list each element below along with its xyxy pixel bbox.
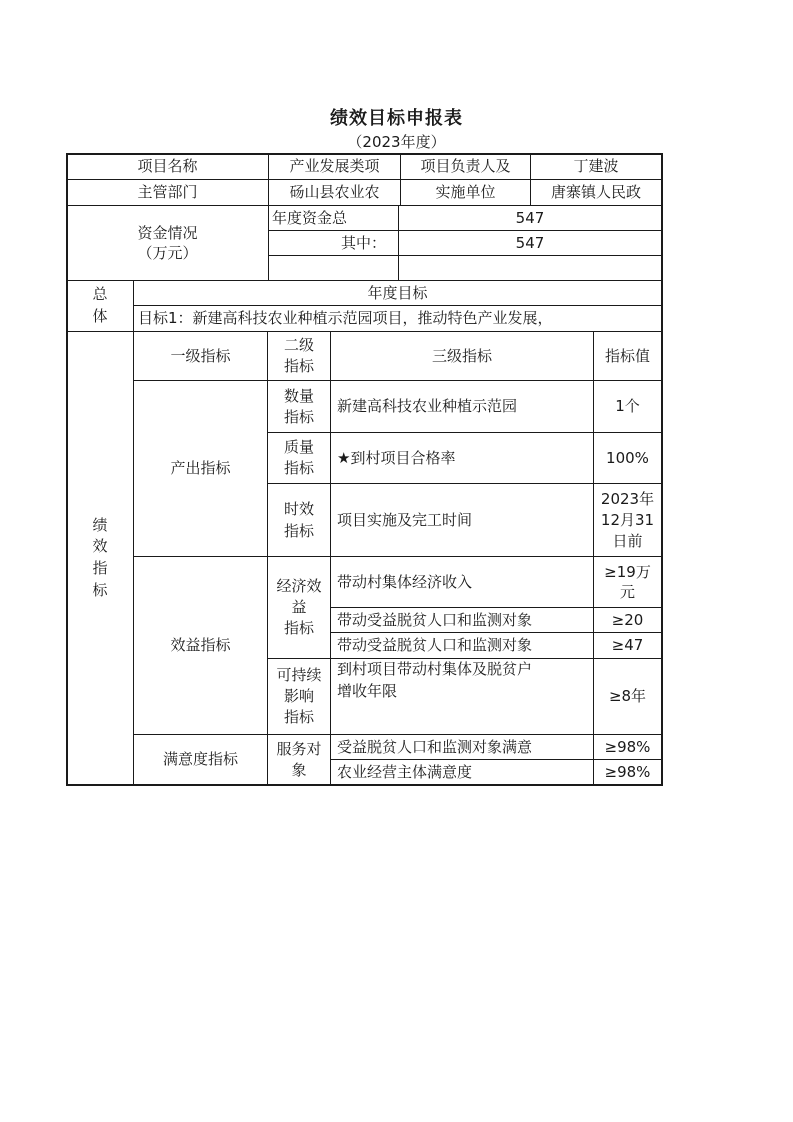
sustainable-label-line: 可持续 bbox=[276, 666, 322, 684]
dept-label: 主管部门 bbox=[137, 183, 198, 202]
col-header-level3: 三级指标 bbox=[431, 346, 492, 365]
economic-value-line: ≥19万 bbox=[604, 562, 651, 581]
goal-text: 目标1：新建高科技农业种植示范园项目，推动特色产业发展， bbox=[138, 309, 553, 328]
economic-row-value: ≥47 bbox=[611, 636, 644, 655]
indicators-section-label bbox=[67, 332, 133, 784]
quantity-indicator-label-text: 数量指标 bbox=[283, 386, 314, 426]
sustainable-impact-text bbox=[331, 659, 593, 734]
owner-value: 丁建波 bbox=[573, 157, 619, 176]
overall-label bbox=[67, 281, 133, 331]
sustainable-text-line: 到村项目带动村集体及脱贫户 bbox=[337, 660, 533, 678]
economic-label-line: 益 bbox=[291, 598, 307, 616]
economic-value-line: 元 bbox=[619, 583, 635, 601]
service-target-label bbox=[268, 735, 330, 784]
economic-row-text: 带动受益脱贫人口和监测对象 bbox=[337, 636, 533, 655]
funds-label-line2: （万元） bbox=[137, 244, 198, 262]
dept-value: 砀山县农业农 bbox=[289, 183, 380, 202]
quality-indicator-label bbox=[268, 433, 330, 483]
sustainable-label-line: 影响 bbox=[283, 687, 314, 705]
quality-indicator-text: ★到村项目合格率 bbox=[337, 448, 456, 467]
output-indicator-label: 产出指标 bbox=[170, 459, 231, 478]
economic-label-line: 经济效 bbox=[276, 577, 322, 595]
quantity-indicator-text: 新建高科技农业种植示范园 bbox=[337, 397, 518, 416]
section-char: 指 bbox=[92, 559, 108, 577]
benefit-indicator-label: 效益指标 bbox=[170, 636, 231, 655]
sustainable-impact-label bbox=[268, 659, 330, 734]
quantity-indicator-label bbox=[268, 381, 330, 432]
form-title: 绩效目标申报表 bbox=[330, 108, 463, 129]
timeliness-value-line: 2023年 bbox=[600, 489, 655, 508]
section-char: 效 bbox=[92, 537, 108, 556]
form-subtitle: （2023年度） bbox=[347, 133, 446, 151]
section-char: 标 bbox=[92, 580, 108, 599]
timeliness-value-line: 日前 bbox=[612, 531, 643, 550]
quality-indicator-value: 100% bbox=[606, 448, 649, 467]
col-header-level2 bbox=[268, 332, 330, 380]
annual-funds-value: 547 bbox=[515, 208, 545, 227]
economic-row-value: ≥20 bbox=[611, 610, 644, 629]
col-header-value: 指标值 bbox=[604, 346, 650, 365]
satisfaction-row-text: 受益脱贫人口和监测对象满意 bbox=[337, 737, 533, 756]
impl-label: 实施单位 bbox=[435, 183, 496, 202]
service-target-label-line: 象 bbox=[291, 760, 307, 779]
among-label: 其中： bbox=[340, 233, 386, 252]
quantity-indicator-value: 1个 bbox=[615, 397, 640, 416]
col-header-level2-text: 二级指标 bbox=[283, 336, 314, 375]
timeliness-indicator-value bbox=[594, 484, 661, 556]
project-name-label: 项目名称 bbox=[137, 157, 198, 176]
economic-benefit-label bbox=[268, 557, 330, 658]
satisfaction-row-value: ≥98% bbox=[604, 762, 651, 781]
impl-value: 唐寨镇人民政 bbox=[550, 183, 641, 202]
economic-label-line: 指标 bbox=[283, 619, 314, 637]
sustainable-text-line: 增收年限 bbox=[337, 681, 398, 700]
empty-cell bbox=[399, 256, 661, 280]
overall-label-line2: 体 bbox=[92, 307, 108, 325]
section-char: 绩 bbox=[92, 515, 108, 534]
project-name-value: 产业发展类项 bbox=[289, 157, 380, 176]
economic-row-value bbox=[594, 557, 661, 607]
among-value: 547 bbox=[515, 233, 545, 252]
timeliness-indicator-label-text: 时效指标 bbox=[283, 499, 314, 540]
overall-label-line1: 总 bbox=[92, 285, 108, 304]
sustainable-impact-value: ≥8年 bbox=[608, 687, 647, 706]
table-border-right bbox=[661, 153, 663, 786]
empty-cell bbox=[269, 256, 398, 280]
satisfaction-row-value: ≥98% bbox=[604, 737, 651, 756]
satisfaction-indicator-label: 满意度指标 bbox=[162, 750, 238, 769]
quality-indicator-label-text: 质量指标 bbox=[283, 438, 314, 477]
table-border-bottom bbox=[66, 784, 663, 786]
satisfaction-row-text: 农业经营主体满意度 bbox=[337, 762, 473, 781]
owner-label: 项目负责人及 bbox=[420, 157, 511, 176]
timeliness-value-line: 12月31 bbox=[600, 510, 655, 529]
funds-label-line1: 资金情况 bbox=[137, 223, 198, 242]
col-header-level1: 一级指标 bbox=[170, 346, 231, 365]
economic-row-text: 带动受益脱贫人口和监测对象 bbox=[337, 610, 533, 629]
timeliness-indicator-label bbox=[268, 484, 330, 556]
annual-funds-label: 年度资金总 bbox=[272, 208, 348, 227]
funds-label bbox=[67, 206, 268, 280]
timeliness-indicator-text: 项目实施及完工时间 bbox=[337, 510, 473, 529]
sustainable-label-line: 指标 bbox=[283, 708, 314, 726]
economic-row-text: 带动村集体经济收入 bbox=[337, 572, 473, 591]
service-target-label-line: 服务对 bbox=[276, 740, 322, 759]
annual-goal-label: 年度目标 bbox=[367, 283, 428, 302]
